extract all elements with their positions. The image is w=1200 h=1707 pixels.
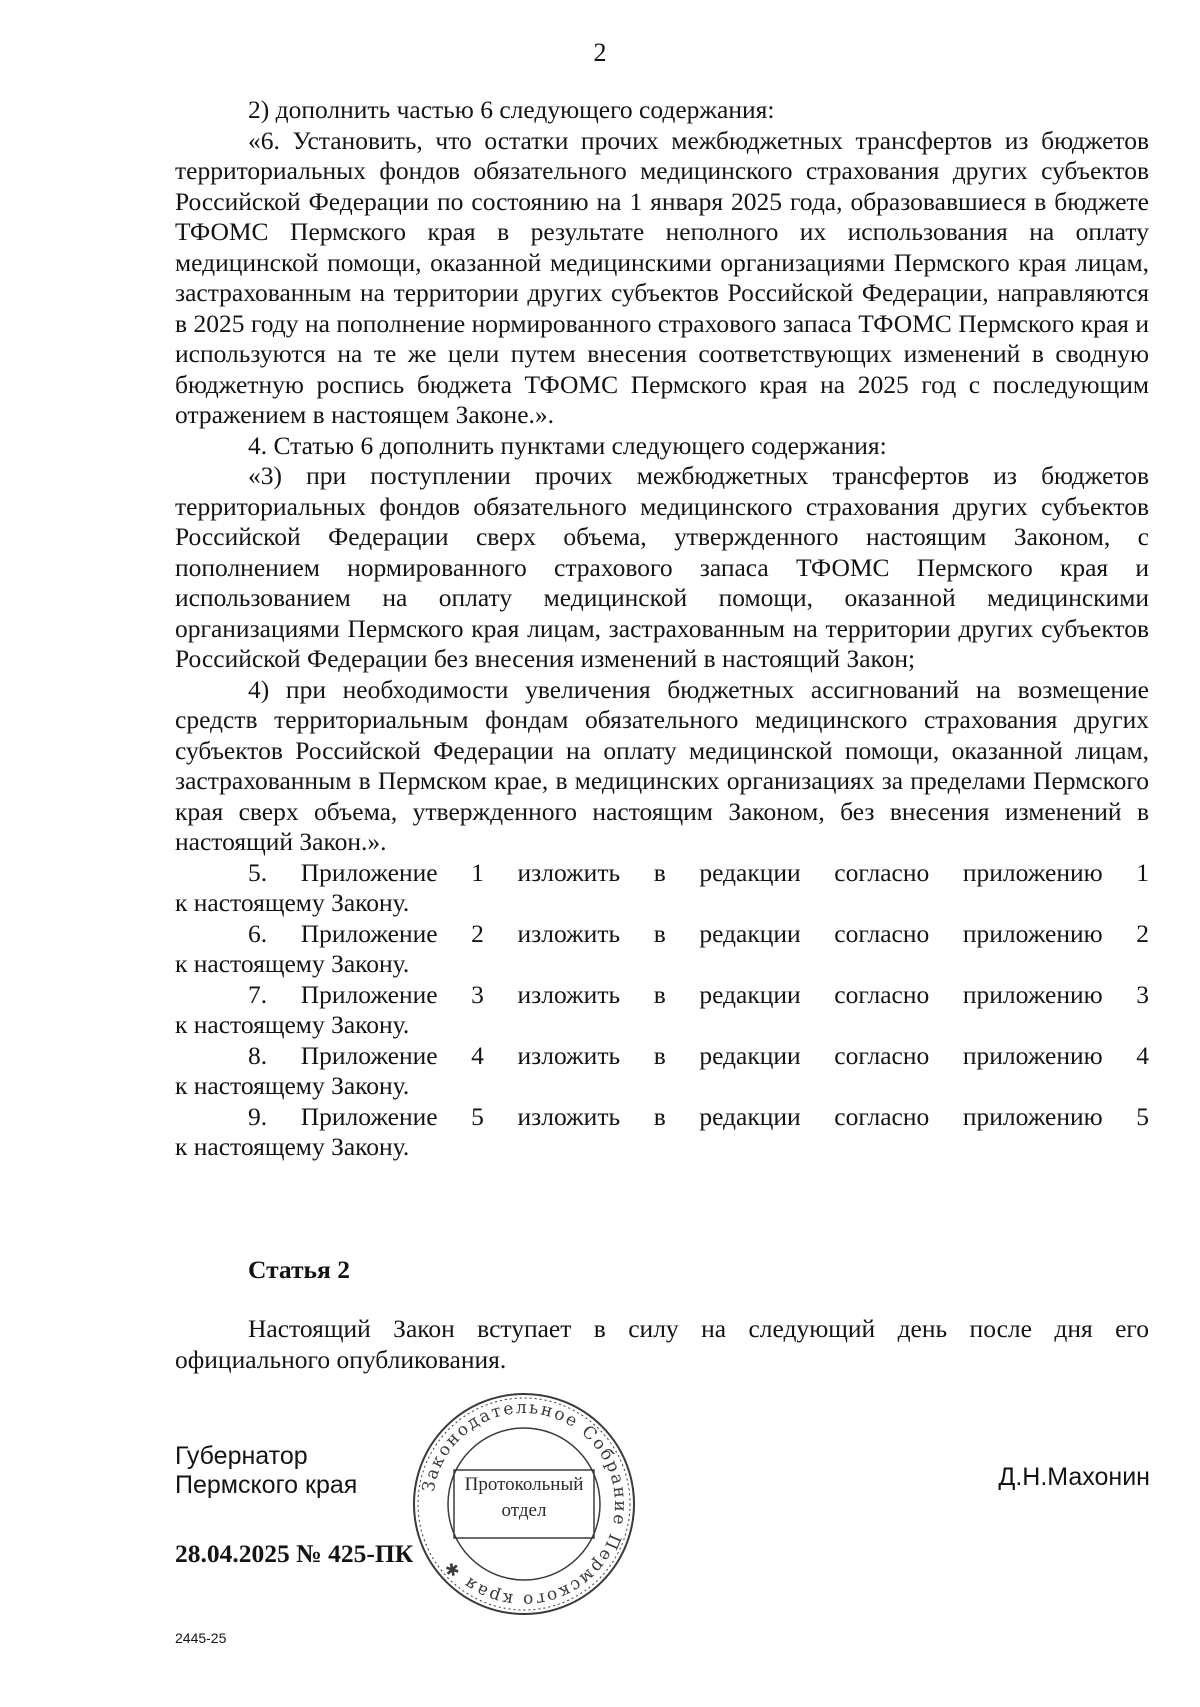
paragraph-continuation: к настоящему Закону. bbox=[175, 949, 410, 978]
paragraph: 8. Приложение 4 изложить в редакции согласно приложению 4 bbox=[248, 1040, 1149, 1070]
paragraph: 9. Приложение 5 изложить в редакции согласно приложению 5 bbox=[248, 1101, 1149, 1131]
document-body bbox=[175, 95, 1149, 1163]
law-date-number: 28.04.2025 № 425-ПК bbox=[175, 1539, 414, 1568]
document-code: 2445-25 bbox=[175, 1630, 227, 1646]
paragraph-continuation: к настоящему Закону. bbox=[175, 1071, 410, 1100]
signatory-title-line2: Пермского края bbox=[175, 1471, 358, 1499]
paragraph-continuation: к настоящему Закону. bbox=[175, 1010, 410, 1039]
article-paragraph: Настоящий Закон вступает в силу на следующий день после дня его официального опубликования. bbox=[175, 1314, 1149, 1374]
paragraph: 2) дополнить частью 6 следующего содержания: bbox=[248, 95, 775, 124]
paragraph: 5. Приложение 1 изложить в редакции согласно приложению 1 bbox=[248, 857, 1149, 887]
paragraph: 4) при необходимости увеличения бюджетных ассигнований на возмещение средств территориальным фондам обязательного медицинского страхования других субъектов Российской Федерации на оплату медицинской помощи, оказанной лицам, застрахованным в Пермском крае, в медицинских организациях за пределами Пермского края сверх объема, утвержденного настоящим Законом, без внесения изменений в настоящий Закон.». bbox=[175, 674, 1149, 856]
stamp-inner-line2: отдел bbox=[501, 1500, 547, 1521]
paragraph: 4. Статью 6 дополнить пунктами следующего содержания: bbox=[248, 430, 887, 460]
paragraph-continuation: к настоящему Закону. bbox=[175, 888, 410, 917]
page-number: 2 bbox=[593, 38, 607, 67]
stamp-ring-text: Законодательное Собрание Пермского края ✱ bbox=[418, 1397, 631, 1611]
signatory-name: Д.Н.Махонин bbox=[998, 1463, 1150, 1491]
article-heading: Статья 2 bbox=[248, 1255, 350, 1284]
article-text bbox=[175, 1314, 1149, 1375]
paragraph-continuation: к настоящему Закону. bbox=[175, 1132, 410, 1161]
paragraph: 6. Приложение 2 изложить в редакции согласно приложению 2 bbox=[248, 918, 1149, 948]
signatory-title-line1: Губернатор bbox=[175, 1442, 308, 1470]
stamp-inner-line1: Протокольный bbox=[464, 1474, 584, 1495]
official-stamp bbox=[410, 1390, 638, 1618]
paragraph: «3) при поступлении прочих межбюджетных трансфертов из бюджетов территориальных фондов обязательного медицинского страхования других субъектов Российской Федерации сверх объема, утвержденного настоящим Законом, с пополнением нормированного страхового запаса ТФОМС Пермского края и использованием на оплату медицинской помощи, оказанной медицинскими организациями Пермского края лицам, застрахованным на территории других субъектов Российской Федерации без внесения изменений в настоящий Закон; bbox=[175, 461, 1149, 673]
stamp-inner-text bbox=[458, 1472, 590, 1536]
paragraph: 7. Приложение 3 изложить в редакции согласно приложению 3 bbox=[248, 979, 1149, 1009]
paragraph: «6. Установить, что остатки прочих межбюджетных трансфертов из бюджетов территориальных фондов обязательного медицинского страхования других субъектов Российской Федерации по состоянию на 1 января 2025 года, образовавшиеся в бюджете ТФОМС Пермского края в результате неполного их использования на оплату медицинской помощи, оказанной медицинскими организациями Пермского края лицам, застрахованным на территории других субъектов Российской Федерации, направляются в 2025 году на пополнение нормированного страхового запаса ТФОМС Пермского края и используются на те же цели путем внесения соответствующих изменений в сводную бюджетную роспись бюджета ТФОМС Пермского края на 2025 год с последующим отражением в настоящем Законе.». bbox=[175, 125, 1149, 429]
signatory-title bbox=[175, 1442, 357, 1500]
